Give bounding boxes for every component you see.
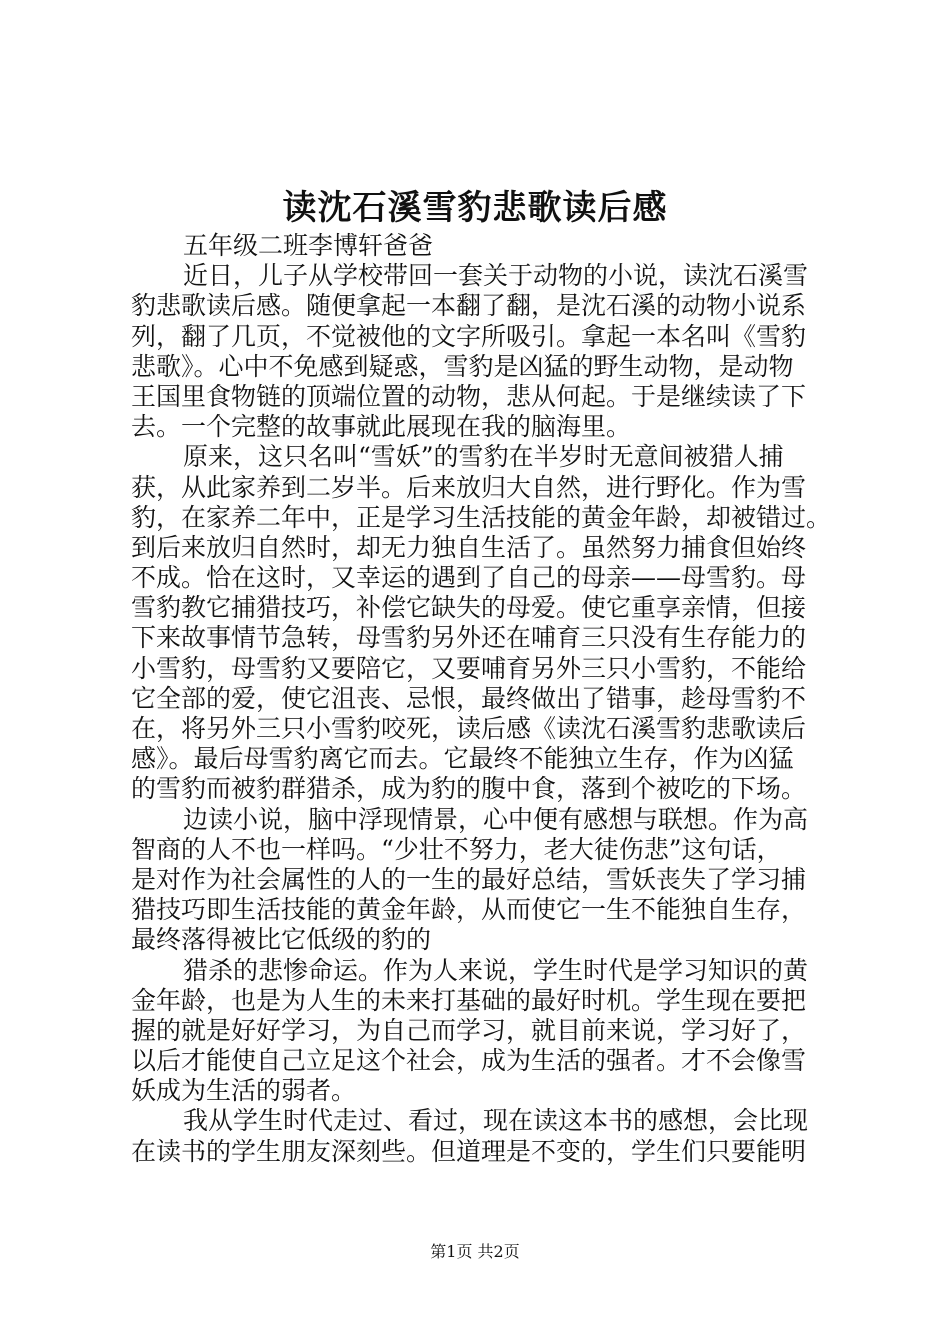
- paragraph-1-line-3: 列，翻了几页，不觉被他的文字所吸引。拿起一本名叫《雪豹: [131, 321, 807, 351]
- paragraph-2-line-6: 雪豹教它捕猎技巧，补偿它缺失的母爱。使它重享亲情，但接: [131, 593, 807, 623]
- paragraph-1-line-6: 去。一个完整的故事就此展现在我的脑海里。: [131, 412, 632, 442]
- author-line: 五年级二班李博轩爸爸: [183, 231, 434, 260]
- paragraph-1-line-1: 近日，儿子从学校带回一套关于动物的小说，读沈石溪雪: [183, 261, 809, 291]
- paragraph-3-line-3: 是对作为社会属性的人的一生的最好总结，雪妖丧失了学习捕: [131, 864, 807, 894]
- paragraph-4-line-5: 妖成为生活的弱者。: [131, 1076, 357, 1106]
- paragraph-4-line-3: 握的就是好好学习，为自己而学习，就目前来说，学习好了，: [131, 1015, 807, 1045]
- paragraph-3-line-4: 猎技巧即生活技能的黄金年龄，从而使它一生不能独自生存，: [131, 895, 807, 925]
- paragraph-2-line-4: 到后来放归自然时，却无力独自生活了。虽然努力捕食但始终: [131, 532, 807, 562]
- paragraph-2-line-12: 的雪豹而被豹群猎杀，成为豹的腹中食，落到个被吃的下场。: [131, 774, 807, 804]
- paragraph-2-line-2: 获，从此家养到二岁半。后来放归大自然，进行野化。作为雪: [131, 472, 807, 502]
- paragraph-1-line-4: 悲歌》。心中不免感到疑惑，雪豹是凶猛的野生动物，是动物: [131, 351, 794, 381]
- paragraph-4-line-2: 金年龄，也是为人生的未来打基础的最好时机。学生现在要把: [131, 985, 807, 1015]
- document-title: 读沈石溪雪豹悲歌读后感: [282, 188, 668, 228]
- paragraph-5-line-2: 在读书的学生朋友深刻些。但道理是不变的，学生们只要能明: [131, 1136, 807, 1166]
- paragraph-5-line-1: 我从学生时代走过、看过，现在读这本书的感想，会比现: [183, 1106, 809, 1136]
- paragraph-1-line-2: 豹悲歌读后感。随便拿起一本翻了翻，是沈石溪的动物小说系: [131, 291, 807, 321]
- document-body: [131, 231, 831, 1167]
- paragraph-3-line-5: 最终落得被比它低级的豹的: [131, 925, 432, 955]
- paragraph-2-line-9: 它全部的爱，使它沮丧、忌恨，最终做出了错事，趁母雪豹不: [131, 683, 807, 713]
- paragraph-4-line-4: 以后才能使自己立足这个社会，成为生活的强者。才不会像雪: [131, 1046, 807, 1076]
- paragraph-3-line-2: 智商的人不也一样吗。“少壮不努力，老大徒伤悲”这句话，: [131, 834, 782, 864]
- paragraph-2-line-5: 不成。恰在这时，又幸运的遇到了自己的母亲——母雪豹。母: [131, 563, 807, 593]
- paragraph-2-line-8: 小雪豹，母雪豹又要陪它，又要哺育另外三只小雪豹，不能给: [131, 653, 807, 683]
- paragraph-1-line-5: 王国里食物链的顶端位置的动物，悲从何起。于是继续读了下: [131, 381, 807, 411]
- paragraph-2-line-1: 原来，这只名叫“雪妖”的雪豹在半岁时无意间被猎人捕: [183, 442, 784, 472]
- paragraph-2-line-7: 下来故事情节急转，母雪豹另外还在哺育三只没有生存能力的: [131, 623, 807, 653]
- paragraph-2-line-10: 在，将另外三只小雪豹咬死，读后感《读沈石溪雪豹悲歌读后: [131, 714, 807, 743]
- paragraph-3-line-1: 边读小说，脑中浮现情景，心中便有感想与联想。作为高: [183, 804, 809, 834]
- paragraph-2-line-3: 豹，在家养二年中，正是学习生活技能的黄金年龄，却被错过。: [131, 502, 832, 532]
- page-number-footer: 第1页 共2页: [430, 1242, 520, 1261]
- paragraph-4-line-1: 猎杀的悲惨命运。作为人来说，学生时代是学习知识的黄: [183, 955, 809, 985]
- paragraph-2-line-11: 感》。最后母雪豹离它而去。它最终不能独立生存，作为凶猛: [131, 744, 794, 774]
